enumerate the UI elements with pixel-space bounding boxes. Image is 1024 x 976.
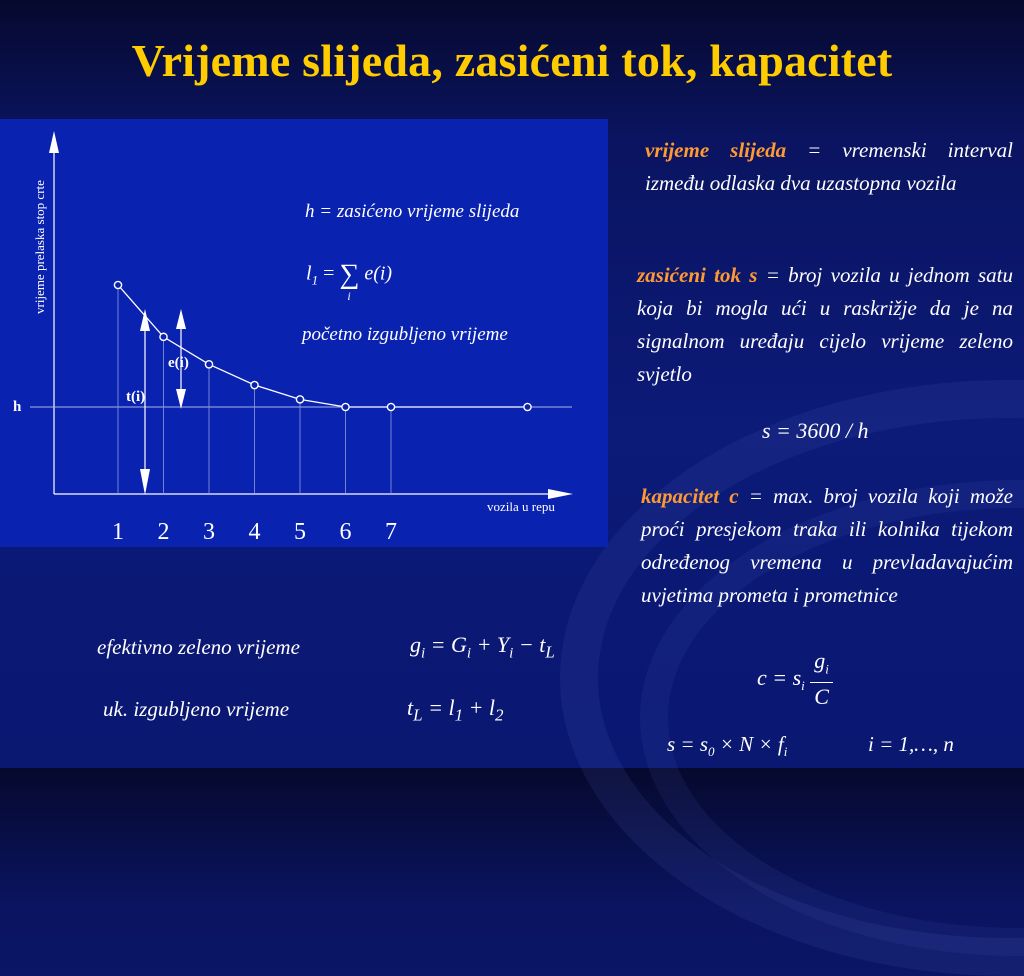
capacity-lhs: c = s xyxy=(757,664,802,690)
total-lost-time-label: uk. izgubljeno vrijeme xyxy=(103,697,290,721)
x-tick-label: 2 xyxy=(157,519,170,545)
y-axis-label: vrijeme prelaska stop crte xyxy=(32,180,47,314)
x-tick-label: 3 xyxy=(203,519,215,545)
capacity-num: g xyxy=(814,648,826,673)
capacity-num-sub: i xyxy=(825,661,829,677)
tick-lines xyxy=(118,285,391,494)
eg-mid2: + Y xyxy=(471,632,510,657)
x-axis-label: vozila u repu xyxy=(487,499,555,514)
lost-time-label: početno izgubljeno vrijeme xyxy=(302,324,508,345)
capacity-fraction xyxy=(810,648,833,711)
page-title: Vrijeme slijeda, zasićeni tok, kapacitet xyxy=(131,35,893,86)
flow-lhs: s = s xyxy=(667,732,709,756)
capacity-term: kapacitet c xyxy=(641,484,739,508)
total-lost-time-formula xyxy=(407,695,504,725)
ei-arrow-bottom xyxy=(176,389,186,409)
ti-arrow-bottom xyxy=(140,469,150,495)
saturation-term: zasićeni tok s xyxy=(637,263,758,287)
flow-rest: × N × f xyxy=(714,732,784,756)
tl-sub: L xyxy=(413,705,423,725)
x-tick-label: 1 xyxy=(112,519,124,545)
capacity-text: = max. broj vozila koji može proći presjekom traka ili kolnika tijekom određenog vremena u prevladavajućim uvjetima prometa i prometnice xyxy=(641,484,1013,607)
flow-sub-i: i xyxy=(783,744,788,760)
l1-sub: 1 xyxy=(311,272,319,288)
saturation-formula: s = 3600 / h xyxy=(762,418,869,443)
effective-green-formula xyxy=(410,632,555,662)
l1-lhs: l xyxy=(306,262,312,285)
ei-label: e(i) xyxy=(168,355,189,371)
data-point xyxy=(342,403,349,410)
sum-symbol: ∑ xyxy=(339,259,360,290)
x-tick-label: 6 xyxy=(339,519,352,545)
capacity-sub: i xyxy=(801,678,805,694)
headway-term: vrijeme slijeda xyxy=(645,138,787,162)
y-axis-arrow xyxy=(49,131,59,153)
capacity-den: C xyxy=(814,684,829,710)
headway-text: = vremenski interval između odlaska dva uzastopna vozila xyxy=(645,138,1013,195)
eg-sub2: i xyxy=(466,645,472,662)
data-point xyxy=(160,333,167,340)
l1-rhs: e(i) xyxy=(364,262,393,285)
saturation-text: = broj vozila u jednom satu koja bi mogla ući u raskrižje da je na signalnom uređaju cijelo vrijeme zeleno svjetlo xyxy=(637,263,1014,386)
effective-green-label: efektivno zeleno vrijeme xyxy=(97,635,300,659)
capacity-definition xyxy=(641,480,1013,612)
data-point xyxy=(251,381,258,388)
headway-curve xyxy=(118,285,528,407)
x-tick-label: 4 xyxy=(248,519,261,545)
headway-chart-panel xyxy=(0,119,608,547)
flow-formula xyxy=(667,732,787,760)
headway-definition xyxy=(645,134,1013,200)
ei-arrow-top xyxy=(176,309,186,329)
l1-eq: = xyxy=(323,262,335,285)
index-formula: i = 1,…, n xyxy=(868,732,954,756)
tl-t: t xyxy=(407,695,414,720)
data-point xyxy=(387,403,394,410)
x-tick-labels xyxy=(112,519,397,545)
ti-label: t(i) xyxy=(126,389,146,405)
flow-sub0: 0 xyxy=(708,744,715,760)
h-annotation: h = zasićeno vrijeme slijeda xyxy=(305,201,520,222)
eg-mid: = G xyxy=(425,632,467,657)
data-point xyxy=(205,361,212,368)
eg-mid3: − t xyxy=(513,632,546,657)
data-point xyxy=(296,396,303,403)
capacity-formula xyxy=(757,648,833,711)
x-tick-label: 5 xyxy=(294,519,306,545)
tl-mid: = l xyxy=(422,695,455,720)
x-axis-arrow xyxy=(548,489,573,499)
saturation-flow-definition xyxy=(637,259,1013,391)
h-label: h xyxy=(13,399,22,415)
tl-sub1: 1 xyxy=(454,705,464,725)
x-tick-label: 7 xyxy=(385,519,397,545)
data-point xyxy=(524,403,531,410)
eg-sub4: L xyxy=(545,642,555,662)
tl-sub2: 2 xyxy=(495,705,504,725)
data-point xyxy=(114,281,121,288)
l1-formula xyxy=(306,259,393,303)
eg-g: g xyxy=(410,632,421,657)
sum-index: i xyxy=(347,289,351,303)
eg-sub1: i xyxy=(421,645,426,662)
eg-sub3: i xyxy=(509,645,514,662)
tl-mid2: + l xyxy=(463,695,496,720)
